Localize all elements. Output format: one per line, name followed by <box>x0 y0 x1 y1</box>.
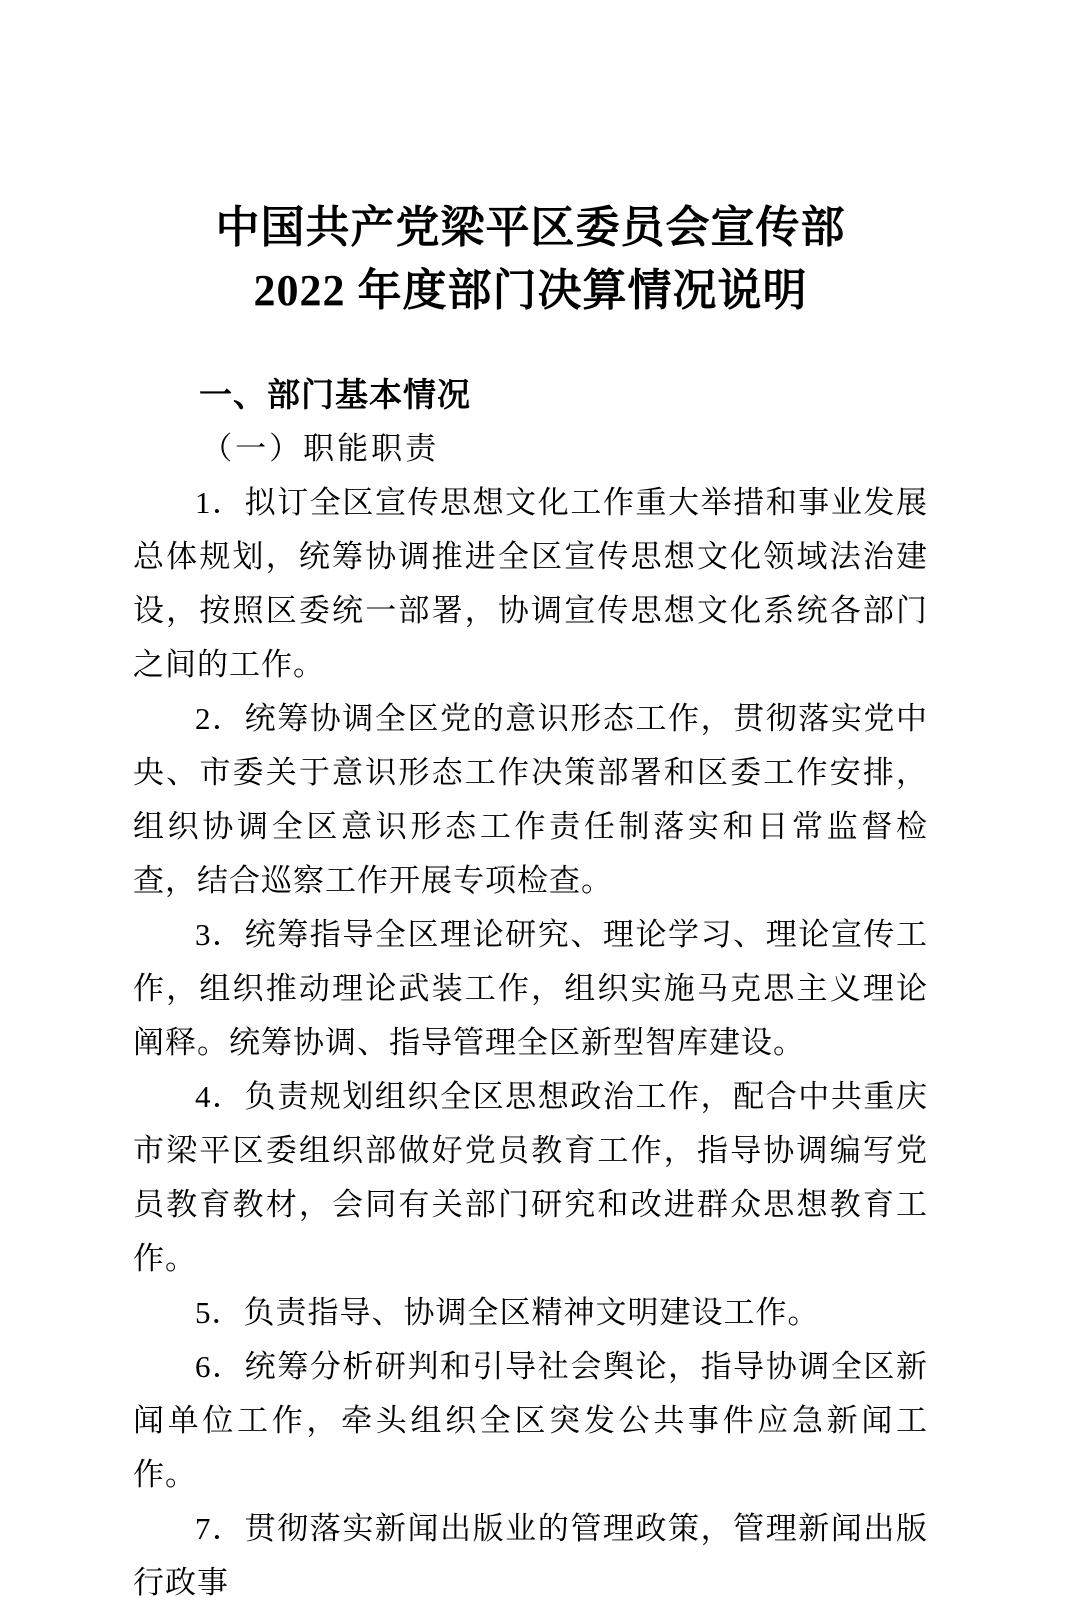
paragraph-item-2: 2．统筹协调全区党的意识形态工作，贯彻落实党中央、市委关于意识形态工作决策部署和区委工作安排，组织协调全区意识形态工作责任制落实和日常监督检查，结合巡察工作开展专项检查。 <box>133 701 928 898</box>
paragraph-item-7: 7．贯彻落实新闻出版业的管理政策，管理新闻出版行政事 <box>133 1511 928 1600</box>
paragraph-item-1: 1．拟订全区宣传思想文化工作重大举措和事业发展总体规划，统筹协调推进全区宣传思想文化领域法治建设，按照区委统一部署，协调宣传思想文化系统各部门之间的工作。 <box>133 485 928 682</box>
paragraph-item-6: 6．统筹分析研判和引导社会舆论，指导协调全区新闻单位工作，牵头组织全区突发公共事件应急新闻工作。 <box>133 1349 928 1492</box>
document-title <box>133 196 928 322</box>
document-body <box>133 368 928 1610</box>
section-heading-basic-info: 一、部门基本情况 <box>199 376 471 413</box>
subsection-heading-duties: （一）职能职责 <box>201 431 440 466</box>
title-line-1: 中国共产党梁平区委员会宣传部 <box>215 203 846 252</box>
paragraph-item-4: 4．负责规划组织全区思想政治工作，配合中共重庆市梁平区委组织部做好党员教育工作，指导协调编写党员教育教材，会同有关部门研究和改进群众思想教育工作。 <box>133 1079 928 1276</box>
paragraph-item-3: 3．统筹指导全区理论研究、理论学习、理论宣传工作，组织推动理论武装工作，组织实施马克思主义理论阐释。统筹协调、指导管理全区新型智库建设。 <box>133 917 928 1060</box>
paragraph-item-5: 5．负责指导、协调全区精神文明建设工作。 <box>195 1295 820 1330</box>
title-line-2: 2022 年度部门决算情况说明 <box>253 266 808 315</box>
